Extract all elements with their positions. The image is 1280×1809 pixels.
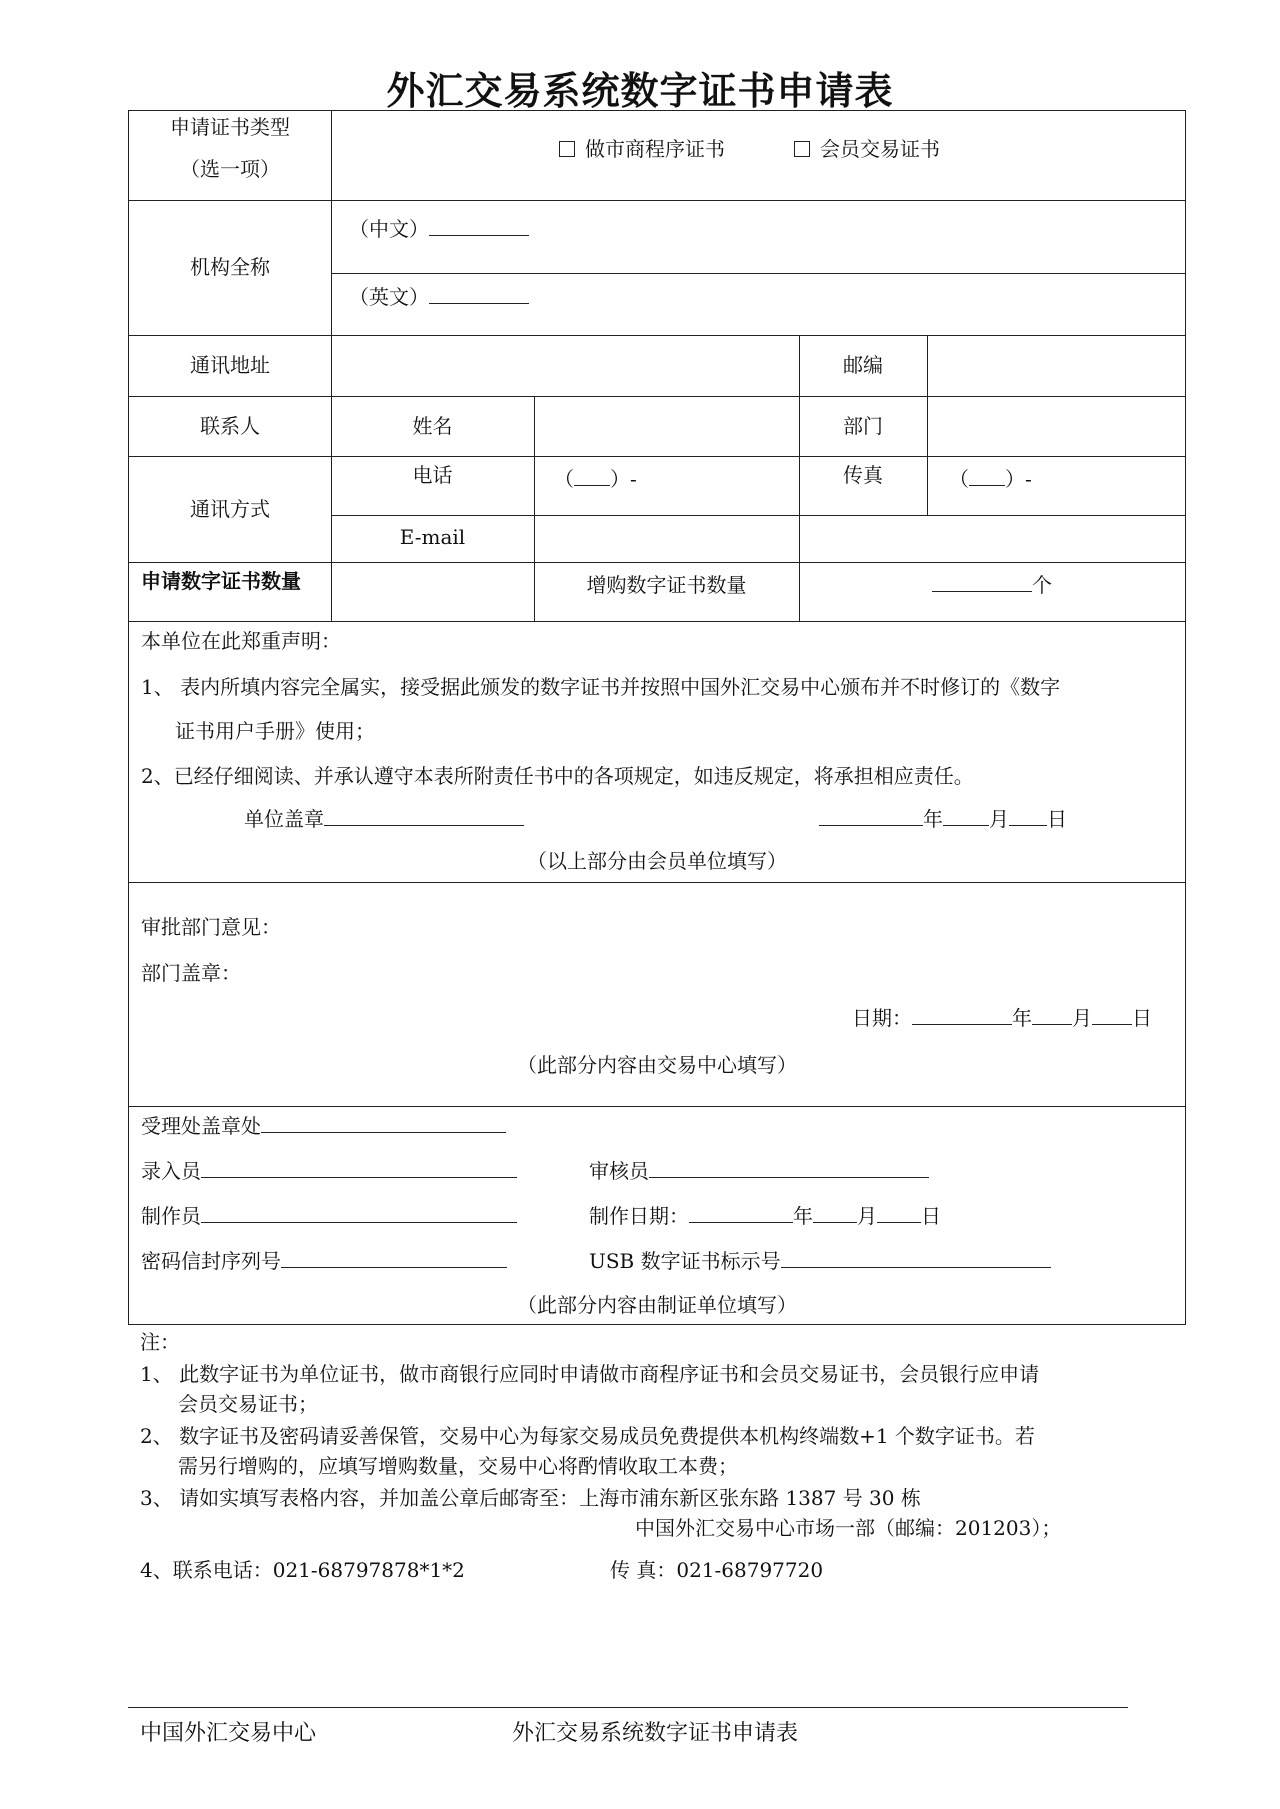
entry-blank[interactable]: [201, 1159, 517, 1178]
application-form: [128, 110, 1186, 1325]
org-name-label: 机构全称: [190, 255, 270, 279]
dept-label: 部门: [843, 414, 883, 438]
footer-right: 外汇交易系统数字证书申请表: [512, 1721, 799, 1746]
extra-quantity-label: 增购数字证书数量: [586, 573, 747, 597]
checkbox-member-trading[interactable]: [794, 141, 810, 157]
decl-day-blank[interactable]: [1009, 807, 1047, 826]
email-label: E-mail: [399, 525, 466, 549]
note-2-cont: 需另行增购的，应填写增购数量，交易中心将酌情收取工本费；: [178, 1454, 738, 1478]
maker-blank[interactable]: [201, 1204, 517, 1223]
approval-note: （此部分内容由交易中心填写）: [517, 1053, 797, 1077]
note-1-cont: 会员交易证书；: [178, 1392, 318, 1416]
note-3-cont: 中国外汇交易中心市场一部（邮编：201203）；: [635, 1516, 1062, 1540]
fax-label: 传真: [843, 463, 883, 487]
phone-label: 电话: [412, 463, 453, 487]
declaration-date-row[interactable]: 年 月 日: [819, 807, 1067, 831]
declaration-note: （以上部分由会员单位填写）: [527, 849, 787, 873]
reviewer-row[interactable]: 审核员: [589, 1159, 929, 1183]
name-label: 姓名: [412, 414, 453, 438]
option-member-trading[interactable]: 会员交易证书: [794, 137, 940, 161]
approval-month-blank[interactable]: [1032, 1006, 1072, 1025]
declaration-item-1: 1、 表内所填内容完全属实，接受据此颁发的数字证书并按照中国外汇交易中心颁布并不时修订的《数字: [141, 675, 1061, 699]
declaration-item-1-cont: 证书用户手册》使用；: [175, 719, 375, 743]
approval-day-blank[interactable]: [1092, 1006, 1132, 1025]
fax-field[interactable]: （ ）-: [949, 467, 1032, 491]
contact-label: 联系人: [200, 414, 260, 438]
declaration-item-2: 2、已经仔细阅读、并承认遵守本表所附责任书中的各项规定，如违反规定，将承担相应责任。: [141, 764, 974, 788]
quantity-label: 申请数字证书数量: [141, 569, 301, 593]
make-date-row[interactable]: 制作日期： 年 月 日: [589, 1204, 941, 1228]
footer-left: 中国外汇交易中心: [140, 1721, 317, 1746]
extra-quantity-blank[interactable]: [932, 573, 1032, 592]
postcode-label: 邮编: [843, 353, 883, 377]
declaration-head: 本单位在此郑重声明：: [141, 629, 341, 653]
page-title: 外汇交易系统数字证书申请表: [386, 69, 894, 113]
decl-year-blank[interactable]: [819, 807, 923, 826]
org-name-en-row[interactable]: （英文）: [349, 285, 529, 309]
make-day-blank[interactable]: [877, 1204, 921, 1223]
footer-divider: [128, 1707, 1128, 1708]
processing-note: （此部分内容由制证单位填写）: [517, 1293, 797, 1317]
note-1: 1、 此数字证书为单位证书，做市商银行应同时申请做市商程序证书和会员交易证书，会员银行应申请: [140, 1362, 1040, 1386]
phone-field[interactable]: （ ）-: [554, 467, 637, 491]
maker-row[interactable]: 制作员: [141, 1204, 517, 1228]
approval-seal: 部门盖章：: [141, 961, 241, 985]
address-label: 通讯地址: [190, 353, 270, 377]
note-3: 3、 请如实填写表格内容，并加盖公章后邮寄至：上海市浦东新区张东路 1387 号 30 栋: [140, 1486, 921, 1510]
extra-quantity-field[interactable]: 个: [932, 573, 1052, 597]
make-year-blank[interactable]: [689, 1204, 793, 1223]
cert-type-label: 申请证书类型: [170, 115, 290, 139]
checkbox-market-maker[interactable]: [559, 141, 575, 157]
org-name-cn-blank[interactable]: [429, 217, 529, 236]
reviewer-blank[interactable]: [649, 1159, 929, 1178]
comm-label: 通讯方式: [190, 497, 270, 521]
fax-area-blank[interactable]: [969, 467, 1005, 486]
note-4-phone: 4、联系电话：021-68797878*1*2: [140, 1558, 465, 1582]
envelope-row[interactable]: 密码信封序列号: [141, 1249, 507, 1273]
approval-opinion: 审批部门意见：: [141, 915, 281, 939]
usb-blank[interactable]: [781, 1249, 1051, 1268]
note-2: 2、 数字证书及密码请妥善保管，交易中心为每家交易成员免费提供本机构终端数+1 个数字证书。若: [140, 1424, 1035, 1448]
decl-month-blank[interactable]: [943, 807, 989, 826]
make-month-blank[interactable]: [813, 1204, 857, 1223]
note-4-fax: 传 真：021-68797720: [610, 1558, 824, 1582]
phone-area-blank[interactable]: [574, 467, 610, 486]
entry-row[interactable]: 录入员: [141, 1159, 517, 1183]
processing-seal-row[interactable]: 受理处盖章处: [141, 1114, 506, 1138]
approval-date-row[interactable]: 日期： 年 月 日: [852, 1006, 1152, 1030]
approval-year-blank[interactable]: [912, 1006, 1012, 1025]
option-market-maker[interactable]: 做市商程序证书: [559, 137, 725, 161]
unit-seal-blank[interactable]: [324, 807, 524, 826]
org-name-en-blank[interactable]: [429, 285, 529, 304]
org-name-cn-row[interactable]: （中文）: [349, 217, 529, 241]
envelope-blank[interactable]: [281, 1249, 507, 1268]
notes-head: 注：: [140, 1330, 180, 1354]
cert-type-sub: （选一项）: [180, 157, 280, 181]
unit-seal-row[interactable]: 单位盖章: [244, 807, 524, 831]
processing-seal-blank[interactable]: [261, 1114, 506, 1133]
usb-row[interactable]: USB 数字证书标示号: [589, 1249, 1051, 1273]
